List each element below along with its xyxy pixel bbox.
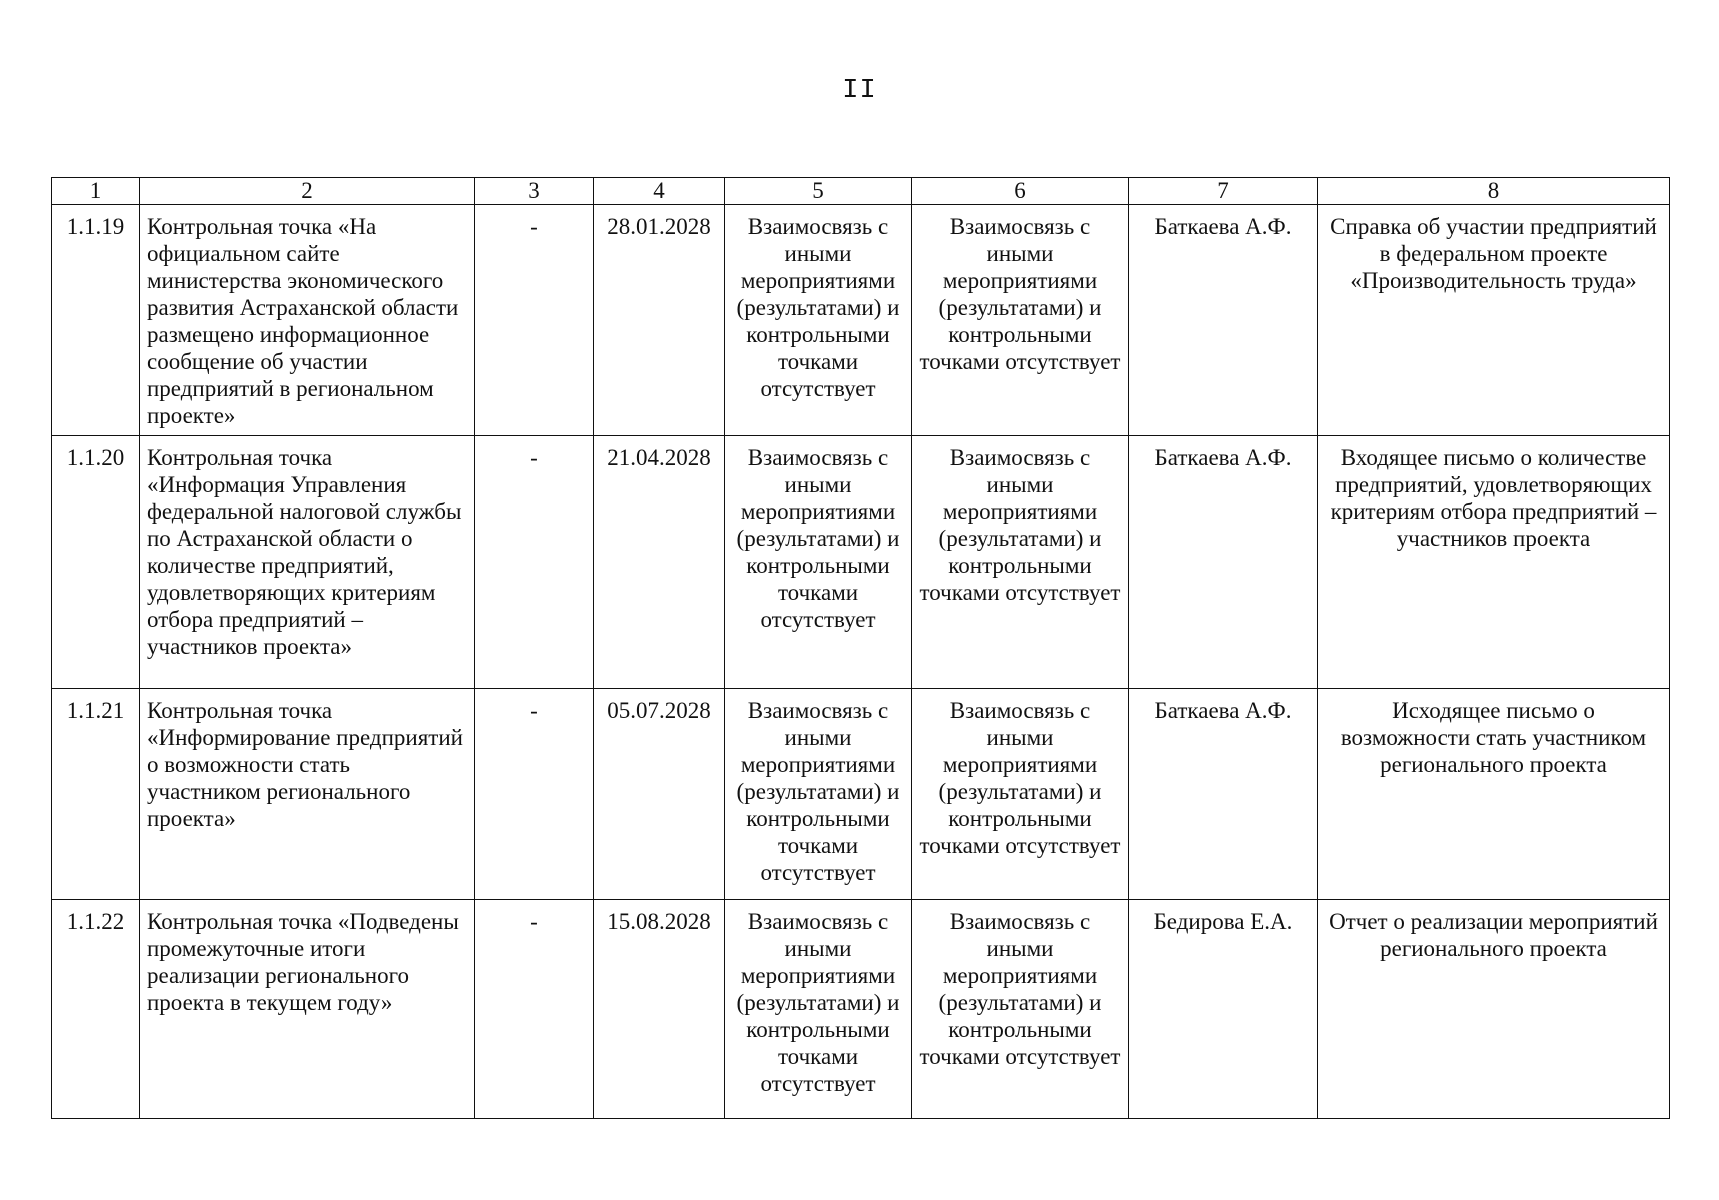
column-3-cell: - xyxy=(475,689,594,900)
date-cell: 21.04.2028 xyxy=(594,436,725,689)
control-point-name-cell: Контрольная точка «На официальном сайте министерства экономического развития Астраханской области размещено информационное сообщение об участии предприятий в региональном проекте» xyxy=(140,205,475,436)
column-header: 1 xyxy=(52,178,140,205)
control-point-name-cell: Контрольная точка «Информация Управления федеральной налоговой службы по Астраханской области о количестве предприятий, удовлетворяющих критериям отбора предприятий – участников проекта» xyxy=(140,436,475,689)
relation-cell-6: Взаимосвязь с иными мероприятиями (результатами) и контрольными точками отсутствует xyxy=(912,436,1129,689)
control-point-name-cell: Контрольная точка «Подведены промежуточные итоги реализации регионального проекта в текущем году» xyxy=(140,900,475,1119)
document-cell: Входящее письмо о количестве предприятий, удовлетворяющих критериям отбора предприятий – участников проекта xyxy=(1318,436,1670,689)
table-row xyxy=(52,205,1670,436)
row-number-cell: 1.1.21 xyxy=(52,689,140,900)
relation-cell-6: Взаимосвязь с иными мероприятиями (результатами) и контрольными точками отсутствует xyxy=(912,900,1129,1119)
relation-cell-5: Взаимосвязь с иными мероприятиями (результатами) и контрольными точками отсутствует xyxy=(725,436,912,689)
column-header: 8 xyxy=(1318,178,1670,205)
column-header: 3 xyxy=(475,178,594,205)
page-number: II xyxy=(842,76,877,106)
column-header: 5 xyxy=(725,178,912,205)
relation-cell-6: Взаимосвязь с иными мероприятиями (результатами) и контрольными точками отсутствует xyxy=(912,205,1129,436)
column-header: 2 xyxy=(140,178,475,205)
row-number-cell: 1.1.20 xyxy=(52,436,140,689)
responsible-cell: Бедирова Е.А. xyxy=(1129,900,1318,1119)
table-row xyxy=(52,689,1670,900)
relation-cell-6: Взаимосвязь с иными мероприятиями (результатами) и контрольными точками отсутствует xyxy=(912,689,1129,900)
row-number-cell: 1.1.22 xyxy=(52,900,140,1119)
date-cell: 05.07.2028 xyxy=(594,689,725,900)
relation-cell-5: Взаимосвязь с иными мероприятиями (результатами) и контрольными точками отсутствует xyxy=(725,900,912,1119)
column-header: 7 xyxy=(1129,178,1318,205)
column-header: 6 xyxy=(912,178,1129,205)
table-row xyxy=(52,900,1670,1119)
column-header: 4 xyxy=(594,178,725,205)
relation-cell-5: Взаимосвязь с иными мероприятиями (результатами) и контрольными точками отсутствует xyxy=(725,205,912,436)
document-cell: Исходящее письмо о возможности стать участником регионального проекта xyxy=(1318,689,1670,900)
table-header-row xyxy=(52,178,1670,205)
date-cell: 15.08.2028 xyxy=(594,900,725,1119)
date-cell: 28.01.2028 xyxy=(594,205,725,436)
relation-cell-5: Взаимосвязь с иными мероприятиями (результатами) и контрольными точками отсутствует xyxy=(725,689,912,900)
control-point-name-cell: Контрольная точка «Информирование предприятий о возможности стать участником регионального проекта» xyxy=(140,689,475,900)
responsible-cell: Баткаева А.Ф. xyxy=(1129,689,1318,900)
column-3-cell: - xyxy=(475,436,594,689)
responsible-cell: Баткаева А.Ф. xyxy=(1129,436,1318,689)
table-row xyxy=(52,436,1670,689)
document-cell: Справка об участии предприятий в федеральном проекте «Производительность труда» xyxy=(1318,205,1670,436)
responsible-cell: Баткаева А.Ф. xyxy=(1129,205,1318,436)
control-points-table xyxy=(51,177,1670,1119)
column-3-cell: - xyxy=(475,900,594,1119)
column-3-cell: - xyxy=(475,205,594,436)
document-cell: Отчет о реализации мероприятий регионального проекта xyxy=(1318,900,1670,1119)
row-number-cell: 1.1.19 xyxy=(52,205,140,436)
